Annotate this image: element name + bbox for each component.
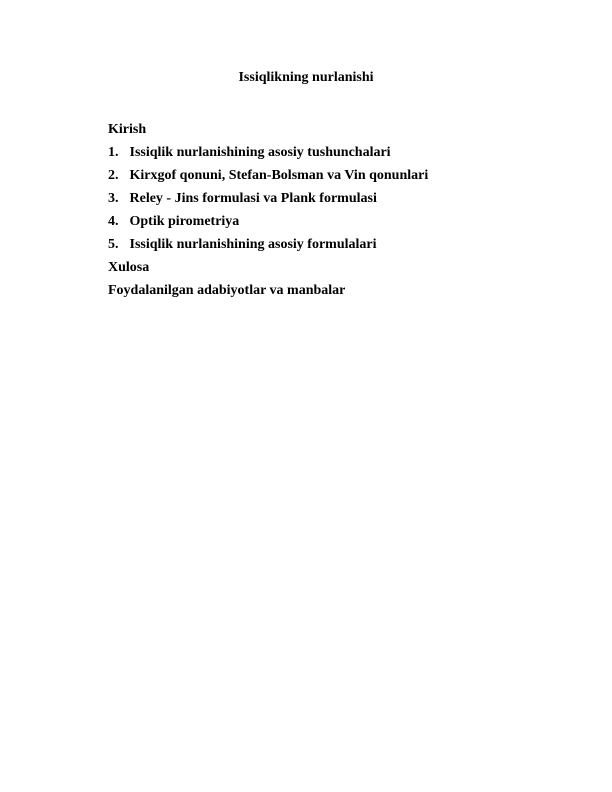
toc-intro: Kirish — [108, 122, 147, 137]
toc-item-text: Issiqlik nurlanishining asosiy formulalari — [129, 237, 377, 252]
toc-item-text: Reley - Jins formulasi va Plank formulasi — [129, 191, 377, 206]
toc-item-text: Kirxgof qonuni, Stefan-Bolsman va Vin qonunlari — [129, 168, 429, 183]
toc-item-number: 4. — [108, 214, 119, 229]
toc-item-number: 2. — [108, 168, 119, 183]
table-of-contents — [108, 122, 428, 306]
toc-conclusion: Xulosa — [108, 260, 150, 275]
toc-item-number: 1. — [108, 145, 119, 160]
toc-item — [108, 191, 428, 207]
toc-item — [108, 145, 428, 161]
toc-item-text: Issiqlik nurlanishining asosiy tushunchalari — [129, 145, 391, 160]
toc-item — [108, 168, 428, 184]
toc-item — [108, 214, 428, 230]
toc-item-number: 5. — [108, 237, 119, 252]
document-title: Issiqlikning nurlanishi — [238, 70, 374, 85]
toc-references: Foydalanilgan adabiyotlar va manbalar — [108, 283, 346, 298]
toc-item — [108, 237, 428, 253]
toc-item-text: Optik pirometriya — [129, 214, 240, 229]
toc-item-number: 3. — [108, 191, 119, 206]
